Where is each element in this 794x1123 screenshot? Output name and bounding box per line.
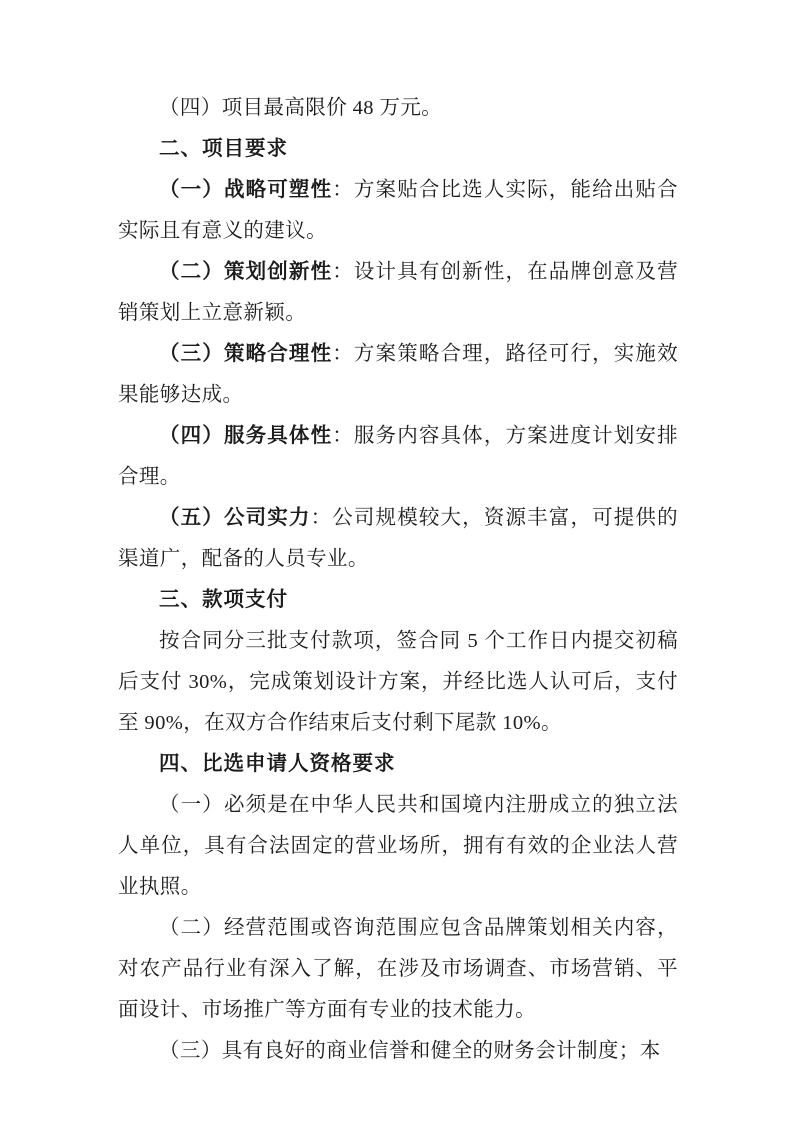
text-company-strength: ：公司规模较大，资源丰富，可提供的渠道广，配备的人员专业。: [118, 507, 678, 570]
text-strategy-rationality: ：方案策略合理，路径可行，实施效果能够达成。: [118, 343, 678, 406]
label-planning-innovation: （二）策划创新性: [159, 261, 333, 283]
heading-applicant-qualifications: 四、比选申请人资格要求: [159, 753, 396, 775]
paragraph-qualification-three: （三）具有良好的商业信誉和健全的财务会计制度；本: [159, 1040, 661, 1062]
text-planning-innovation: ：设计具有创新性，在品牌创意及营销策划上立意新颖。: [118, 261, 678, 324]
paragraph-payment-terms: 按合同分三批支付款项，签合同 5 个工作日内提交初稿后支付 30%，完成策划设计方案，并经比选人认可后，支付至 90%，在双方合作结束后支付剩下尾款 10%。: [118, 630, 678, 734]
label-strategy-plasticity: （一）战略可塑性: [159, 179, 333, 201]
paragraph-strategy-rationality: [118, 334, 678, 416]
heading-project-requirements: 二、项目要求: [159, 138, 288, 160]
label-company-strength: （五）公司实力: [159, 507, 311, 529]
text-service-specificity: ：服务内容具体，方案进度计划安排合理。: [118, 425, 678, 488]
paragraph-strategy-plasticity: [118, 170, 678, 252]
paragraph-qualification-two: （二）经营范围或咨询范围应包含品牌策划相关内容，对农产品行业有深入了解，在涉及市场调查、市场营销、平面设计、市场推广等方面有专业的技术能力。: [118, 917, 678, 1021]
paragraph-qualification-one: （一）必须是在中华人民共和国境内注册成立的独立法人单位，具有合法固定的营业场所，拥有有效的企业法人营业执照。: [118, 794, 678, 898]
paragraph-service-specificity: [118, 416, 678, 498]
heading-payment: 三、款项支付: [159, 589, 288, 611]
document-body: [118, 88, 678, 1072]
text-strategy-plasticity: ：方案贴合比选人实际，能给出贴合实际且有意义的建议。: [118, 179, 678, 242]
paragraph-planning-innovation: [118, 252, 678, 334]
paragraph-company-strength: [118, 498, 678, 580]
label-strategy-rationality: （三）策略合理性: [159, 343, 333, 365]
paragraph-price: （四）项目最高限价 48 万元。: [159, 97, 443, 119]
label-service-specificity: （四）服务具体性: [159, 425, 333, 447]
